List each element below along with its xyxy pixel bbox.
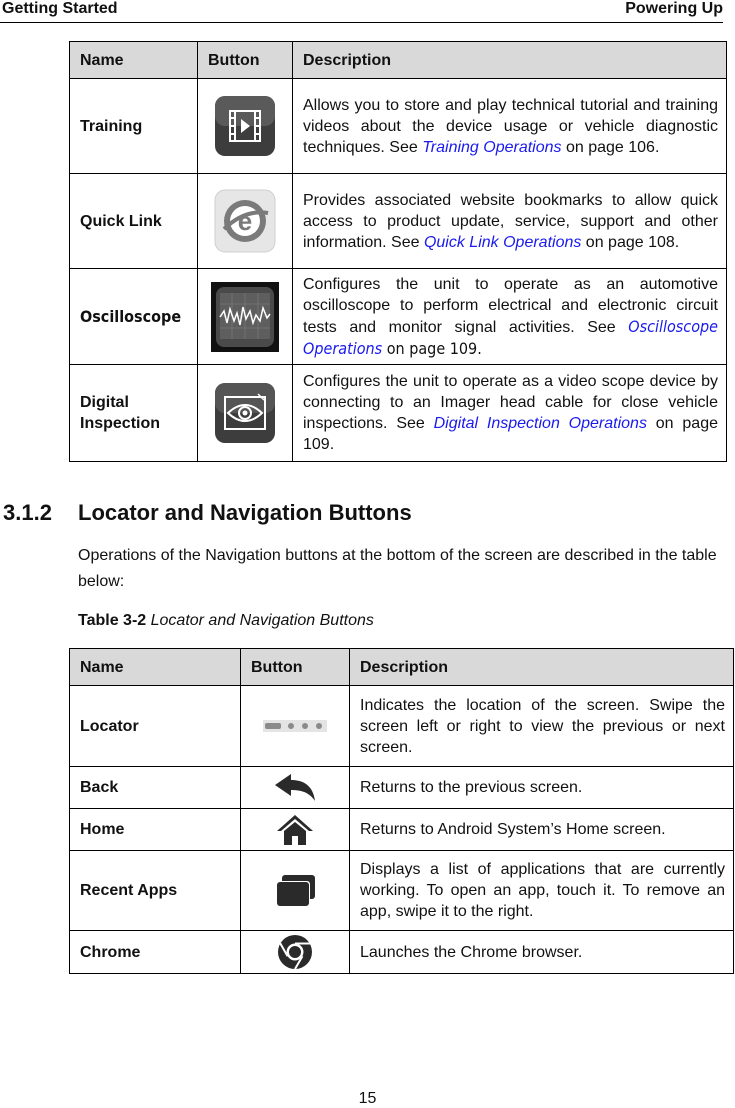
- table-row: [70, 767, 734, 809]
- video-icon: [213, 94, 277, 158]
- row-name: Quick Link: [70, 174, 198, 269]
- row-description: Allows you to store and play technical tutorial and training videos about the device usage or vehicle diagnostic techniques. See: [303, 96, 718, 156]
- row-description: Configures the unit to operate as a video scope device by connecting to an Imager head cable for close vehicle inspections. See: [303, 373, 718, 432]
- row-name: Locator: [70, 686, 241, 767]
- table-row: [70, 269, 727, 365]
- row-page-ref: on page 109.: [382, 338, 482, 358]
- caption-title: Locator and Navigation Buttons: [146, 612, 374, 629]
- browser-e-icon: [214, 189, 276, 253]
- recent-apps-icon: [274, 874, 316, 908]
- col-header-name: Name: [70, 42, 198, 79]
- table-row: [70, 931, 734, 974]
- quick-link-operations-link[interactable]: Quick Link Operations: [423, 233, 582, 251]
- navigation-buttons-table: [69, 648, 734, 974]
- row-description: Returns to Android System’s Home screen.: [350, 809, 734, 851]
- row-name: Oscilloscope: [70, 269, 198, 365]
- row-name: Home: [70, 809, 241, 851]
- page-header: [0, 0, 723, 23]
- page-number: 15: [358, 1090, 377, 1107]
- row-name: Training: [70, 79, 198, 174]
- locator-dots-icon: [263, 719, 327, 733]
- header-chapter: Getting Started: [2, 0, 118, 17]
- table-row: [70, 851, 734, 931]
- row-name: Recent Apps: [70, 851, 241, 931]
- row-name: Digital Inspection: [70, 365, 198, 462]
- section-title: Locator and Navigation Buttons: [78, 500, 412, 525]
- row-page-ref: on page 106.: [561, 138, 660, 156]
- row-description: Configures the unit to operate as an automotive oscilloscope to perform electrical and electronic circuit tests and monitor signal activities. See: [303, 275, 718, 336]
- table-row: [70, 365, 727, 462]
- row-description: Provides associated website bookmarks to allow quick access to product update, service, support and other information. See: [303, 191, 718, 251]
- row-page-ref: on page 109.: [303, 415, 718, 453]
- row-description: Returns to the previous screen.: [350, 767, 734, 809]
- row-name: Chrome: [70, 931, 241, 974]
- section-paragraph: Operations of the Navigation buttons at the bottom of the screen are described in the table below:: [78, 547, 717, 590]
- col-header-button: Button: [241, 649, 350, 686]
- eye-camera-icon: [213, 381, 277, 445]
- col-header-description: Description: [350, 649, 734, 686]
- home-icon: [276, 813, 314, 847]
- svg-text:e: e: [237, 206, 253, 236]
- table-row: [70, 79, 727, 174]
- col-header-description: Description: [293, 42, 727, 79]
- row-page-ref: on page 108.: [581, 233, 680, 251]
- row-name: Back: [70, 767, 241, 809]
- oscilloscope-icon: [210, 281, 280, 353]
- table-caption: [78, 612, 374, 630]
- back-arrow-icon: [273, 773, 317, 803]
- section-number: 3.1.2: [3, 500, 52, 525]
- chrome-icon: [277, 934, 313, 970]
- col-header-name: Name: [70, 649, 241, 686]
- header-section: Powering Up: [625, 0, 723, 17]
- row-description: Launches the Chrome browser.: [350, 931, 734, 974]
- section-heading: [3, 500, 412, 526]
- digital-inspection-operations-link[interactable]: Digital Inspection Operations: [433, 415, 647, 432]
- table-row: [70, 686, 734, 767]
- training-operations-link[interactable]: Training Operations: [422, 138, 562, 156]
- table-row: [70, 809, 734, 851]
- col-header-button: Button: [198, 42, 293, 79]
- functions-table: [69, 41, 727, 462]
- row-description: Displays a list of applications that are currently working. To open an app, touch it. To remove an app, swipe it to the right.: [350, 851, 734, 931]
- row-description: Indicates the location of the screen. Swipe the screen left or right to view the previous or next screen.: [350, 686, 734, 767]
- caption-label: Table 3-2: [78, 612, 147, 629]
- table-row: [70, 174, 727, 269]
- oscilloscope-operations-link[interactable]: Oscilloscope Operations: [303, 316, 718, 358]
